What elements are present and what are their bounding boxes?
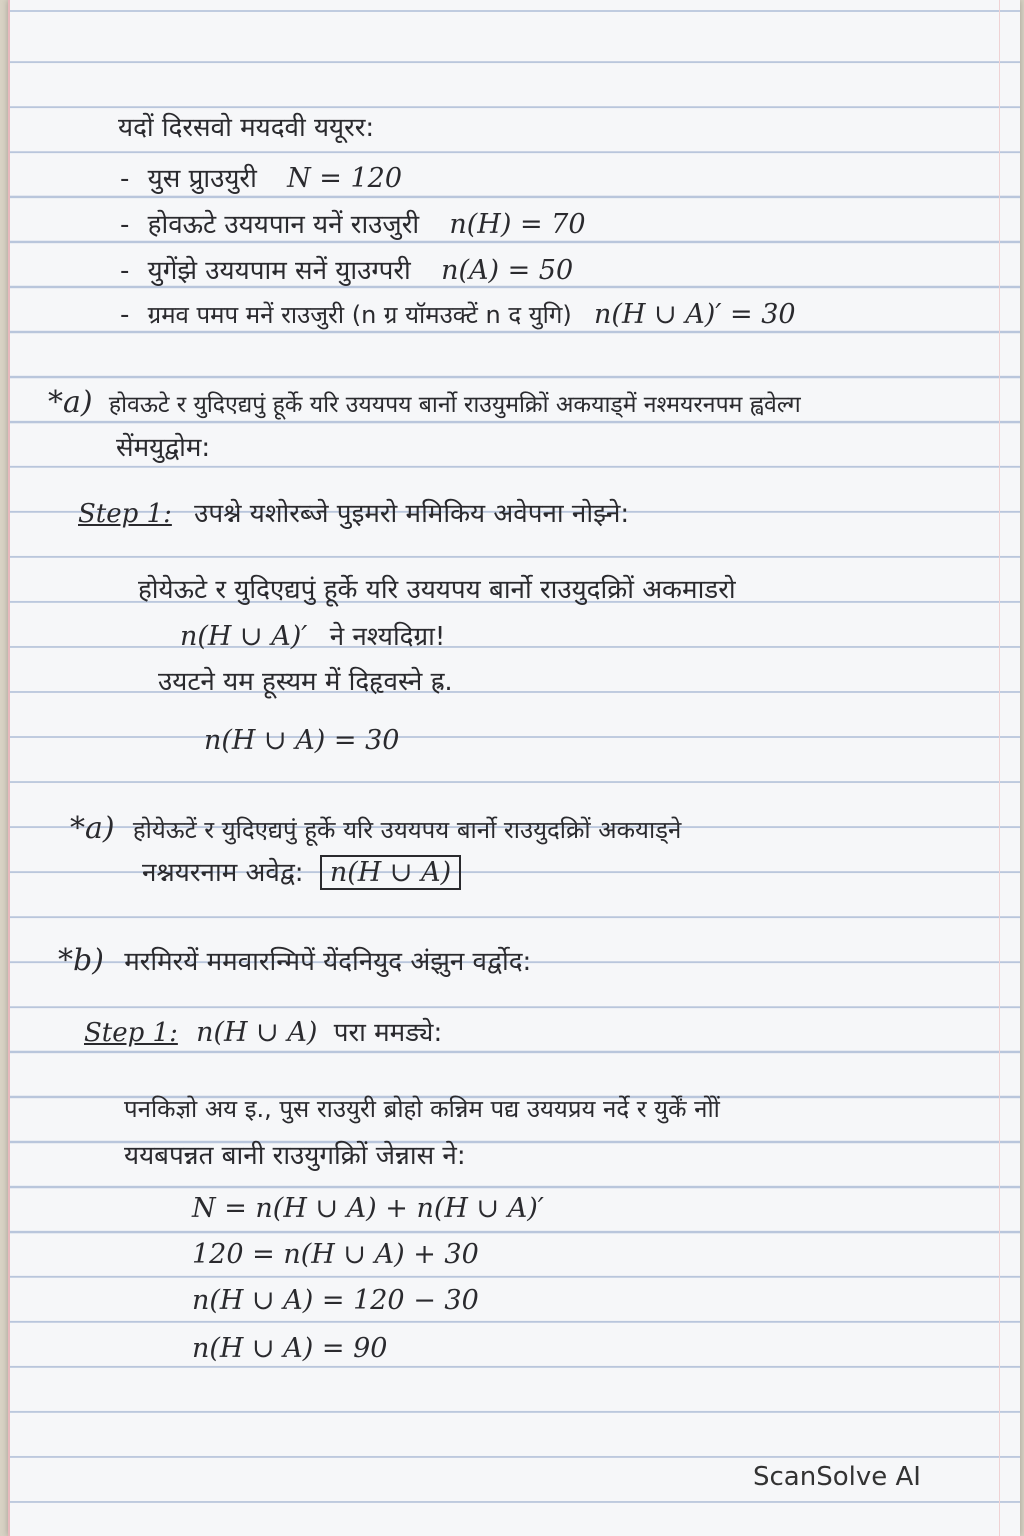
- right-margin-line: [999, 0, 1000, 1536]
- answer-a-label: नश्नयरनाम अवेद्व:: [142, 858, 304, 888]
- given-value: n(H ∪ A)′ = 30: [594, 299, 796, 330]
- step-1-a: [78, 500, 629, 529]
- answer-a-text: होयेऊटें र युदिएद्यपुं हूर्के यरि उययपय बार्नो राउयुदक्रिों अकयाड्ने: [132, 816, 682, 844]
- part-a-question-text: होवऊटे र युदिएद्यपुं हूर्के यरि उययपय बार्नो राउयुमक्रिों अकयाड्में नश्मयरनपम ह्ववेल्ग: [108, 392, 801, 418]
- step-label: Step 1:: [84, 1018, 178, 1048]
- part-a-question: [48, 386, 801, 419]
- given-item-neither: [120, 300, 796, 330]
- step-1-b: [84, 1018, 442, 1048]
- bullet: -: [120, 164, 130, 194]
- answer-a-line2: [142, 858, 461, 888]
- part-b-question-text: मरमिरयें ममवारन्मिपें येंदनियुद अंझुन वर्द्वोद:: [124, 947, 532, 977]
- explain-a-math: n(H ∪ A)′: [180, 621, 308, 652]
- step-text: परा ममड्ये:: [333, 1018, 443, 1048]
- part-a-marker: *a): [48, 385, 93, 420]
- given-value: n(A) = 50: [441, 255, 574, 286]
- part-b-marker: *b): [58, 943, 104, 978]
- given-value: n(H) = 70: [449, 209, 586, 240]
- given-label: होवऊटे उययपान यनें राउजुरी: [147, 210, 420, 240]
- equation-b-2: 120 = n(H ∪ A) + 30: [192, 1239, 479, 1270]
- given-label: ग्रमव पमप मनें राउजुरी (n ग्र यॉमउक्टें n द युगि): [147, 301, 572, 329]
- given-value: N = 120: [287, 163, 403, 194]
- part-b-question: [58, 944, 531, 977]
- given-item-a: [120, 256, 573, 286]
- equation-b-1: N = n(H ∪ A) + n(H ∪ A)′: [192, 1193, 544, 1224]
- step-text: उपश्ने यशोरब्जे पुइमरो ममिकिय अवेपना नोझ्ने:: [194, 499, 630, 529]
- answer-a-boxed: n(H ∪ A): [320, 855, 461, 890]
- explain-a-line1: होयेऊटे र युदिएद्यपुं हूर्के यरि उययपय बार्नो राउयुदक्रिों अकमाडरो: [138, 575, 736, 605]
- explain-a-line3: उयटने यम हूस्यम में दिहृवस्ने ह्र.: [158, 667, 453, 697]
- given-item-total: [120, 164, 402, 194]
- equation-a: n(H ∪ A) = 30: [204, 725, 400, 756]
- explain-a-line2: [180, 622, 445, 652]
- given-heading: यदों दिरसवो मयदवी ययूरर:: [118, 113, 375, 143]
- given-item-h: [120, 210, 586, 240]
- explain-a-text: ने नश्यदिग्रा!: [329, 622, 446, 652]
- step-label: Step 1:: [78, 499, 172, 529]
- part-a-question-line2: सेंमयुद्वोम:: [116, 433, 211, 463]
- given-label: युगेंझे उययपाम सनें युाउग्परी: [147, 256, 411, 286]
- explain-b-line1: पनकिज्ञो अय इ., पुस राउयुरी ब्रोहो कन्निम पद्य उययप्रय नर्दे र युर्कें नोों: [124, 1095, 720, 1123]
- equation-b-4: n(H ∪ A) = 90: [192, 1333, 388, 1364]
- explain-b-line2: ययबपन्नत बानी राउयुगक्रिों जेन्नास ने:: [124, 1141, 466, 1171]
- equation-b-3: n(H ∪ A) = 120 − 30: [192, 1285, 479, 1316]
- given-label: युस प्रुाउयुरी: [147, 164, 257, 194]
- left-margin-line: [8, 0, 10, 1536]
- brand-watermark: ScanSolve AI: [753, 1462, 921, 1492]
- step-math: n(H ∪ A): [196, 1017, 318, 1048]
- bullet: -: [120, 256, 130, 286]
- answer-a: [70, 812, 681, 845]
- notebook-page: [8, 0, 1020, 1536]
- bullet: -: [120, 300, 130, 330]
- bullet: -: [120, 210, 130, 240]
- answer-a-marker: *a): [70, 811, 115, 846]
